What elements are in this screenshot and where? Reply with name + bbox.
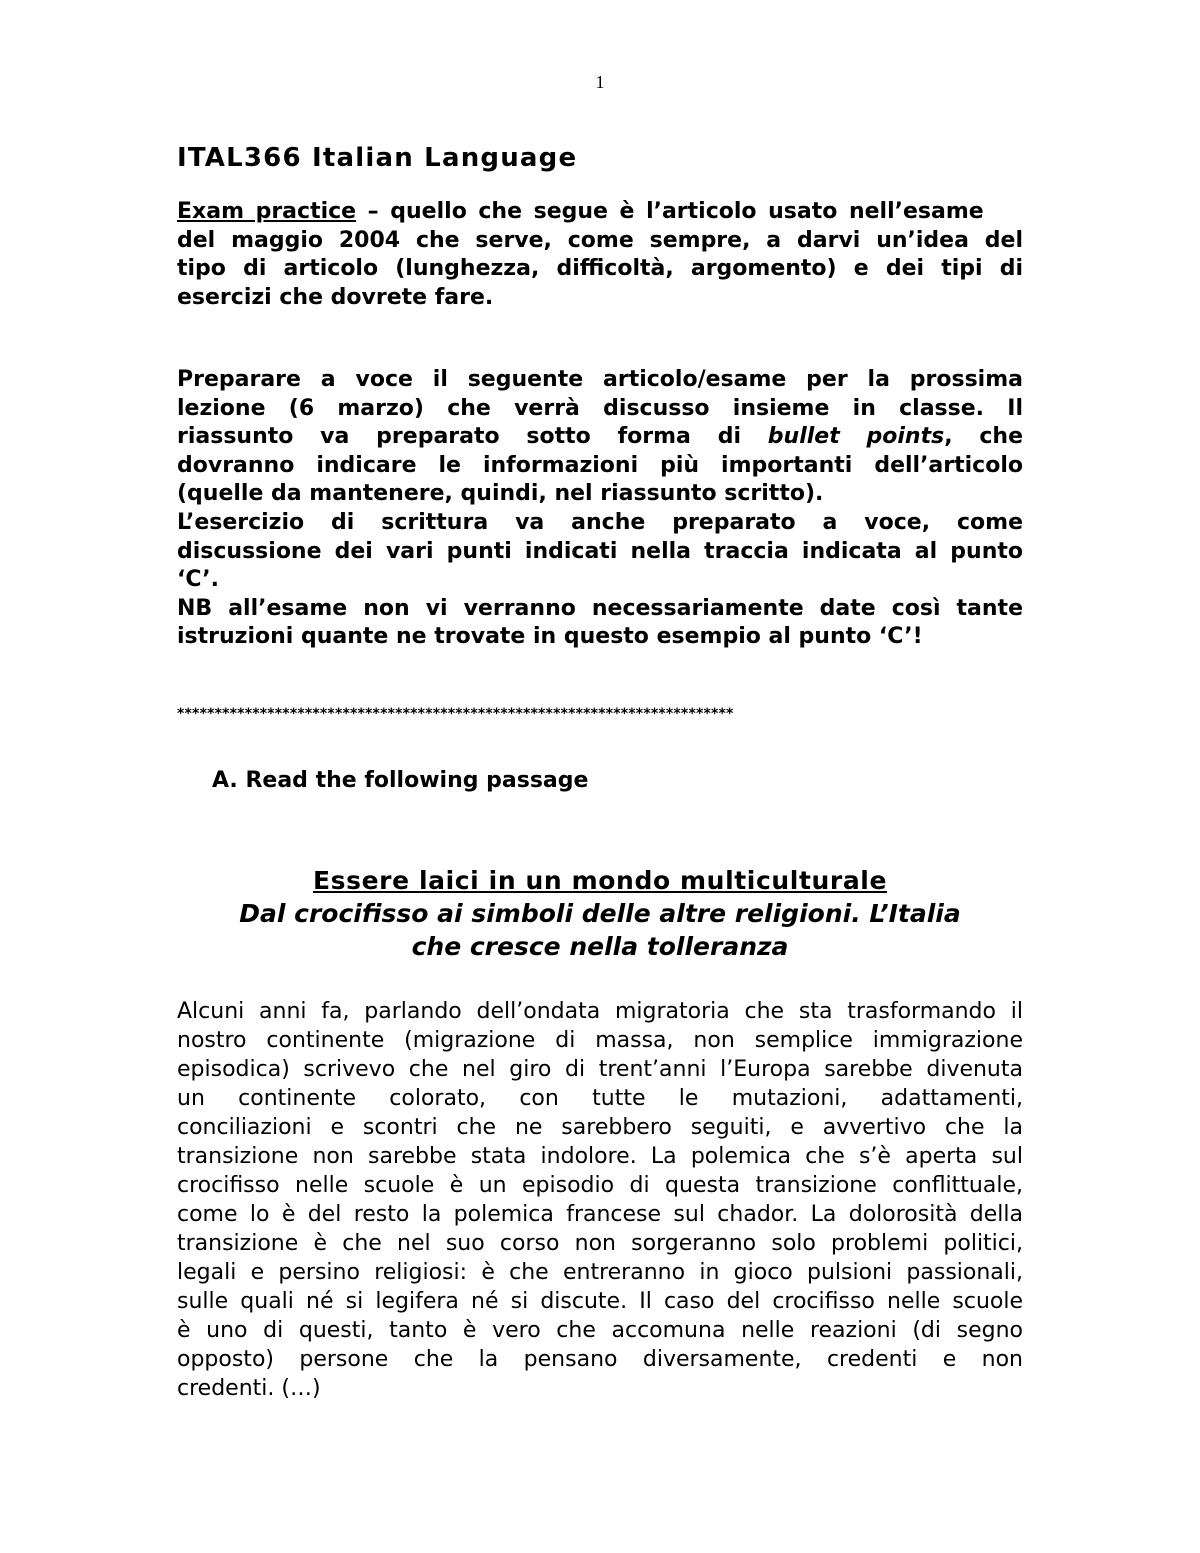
instructions-line-3-before: riassunto va preparato sotto forma di bbox=[177, 424, 768, 450]
intro-line-1-rest: – quello che segue è l’articolo usato nell’esame bbox=[356, 199, 984, 224]
instructions-line-6: L’esercizio di scrittura va anche preparato a voce, come bbox=[177, 509, 1023, 535]
instructions-line-5: (quelle da mantenere, quindi, nel riassunto scritto). bbox=[177, 481, 824, 507]
article-body-line: sulle quali né si legifera né si discute. Il caso del crocifisso nelle scuole bbox=[177, 1289, 1023, 1314]
article-body-line: Alcuni anni fa, parlando dell’ondata migratoria che sta trasformando il bbox=[177, 999, 1023, 1024]
instructions-line-7: discussione dei vari punti indicati nella traccia indicata al punto bbox=[177, 538, 1023, 564]
page-number: 1 bbox=[595, 72, 605, 92]
instructions-line-9: NB all’esame non vi verranno necessariamente date così tante bbox=[177, 595, 1023, 621]
bullet-points-term: bullet points bbox=[767, 424, 945, 450]
intro-line-4: esercizi che dovrete fare. bbox=[177, 284, 494, 310]
intro-line-1 bbox=[177, 198, 1023, 227]
article-body-line: episodica) scrivevo che nel giro di trent’anni l’Europa sarebbe divenuta bbox=[177, 1057, 1023, 1082]
article-body-line: legali e persino religiosi: è che entreranno in gioco pulsioni passionali, bbox=[177, 1260, 1023, 1285]
instructions-line-4: dovranno indicare le informazioni più importanti dell’articolo bbox=[177, 452, 1023, 478]
course-title: ITAL366 Italian Language bbox=[177, 143, 578, 173]
intro-paragraph bbox=[177, 198, 1023, 312]
instructions-line-10: istruzioni quante ne trovate in questo esempio al punto ‘C’! bbox=[177, 624, 923, 650]
article-header bbox=[177, 864, 1023, 963]
article-body-line: nostro continente (migrazione di massa, non semplice immigrazione bbox=[177, 1028, 1023, 1053]
instructions-line-3 bbox=[177, 423, 1023, 452]
exam-practice-label: Exam practice bbox=[177, 199, 357, 224]
article-body-line: è uno di questi, tanto è vero che accomuna nelle reazioni (di segno bbox=[177, 1318, 1023, 1343]
article-body-line: opposto) persone che la pensano diversamente, credenti e non bbox=[177, 1347, 1023, 1372]
instructions-line-8: ‘C’. bbox=[177, 567, 220, 593]
article-subtitle-line-2: che cresce nella tolleranza bbox=[411, 932, 789, 961]
article-body-line: credenti. (…) bbox=[177, 1376, 321, 1401]
article-body-line: transizione non sarebbe stata indolore. La polemica che s’è aperta sul bbox=[177, 1144, 1023, 1169]
section-a-heading: A. Read the following passage bbox=[212, 768, 589, 793]
article-body-line: transizione è che nel suo corso non sorgeranno solo problemi politici, bbox=[177, 1231, 1023, 1256]
article-body bbox=[177, 997, 1023, 1403]
article-body-line: conciliazioni e scontri che ne sarebbero seguiti, e avvertivo che la bbox=[177, 1115, 1023, 1140]
intro-line-1-text bbox=[177, 199, 984, 224]
asterisk-separator: ************************************************************************** bbox=[177, 706, 734, 722]
article-subtitle-line-1: Dal crocifisso ai simboli delle altre religioni. L’Italia bbox=[239, 899, 961, 928]
instructions-paragraph bbox=[177, 366, 1023, 652]
article-body-line: crocifisso nelle scuole è un episodio di questa transizione conflittuale, bbox=[177, 1173, 1023, 1198]
article-title: Essere laici in un mondo multiculturale bbox=[312, 866, 888, 895]
article-body-line: un continente colorato, con tutte le mutazioni, adattamenti, bbox=[177, 1086, 1023, 1111]
intro-line-2: del maggio 2004 che serve, come sempre, a darvi un’idea del bbox=[177, 227, 1023, 253]
instructions-line-2: lezione (6 marzo) che verrà discusso insieme in classe. Il bbox=[177, 395, 1023, 421]
instructions-line-3-after: , che bbox=[944, 424, 1024, 450]
intro-line-3: tipo di articolo (lunghezza, difficoltà, argomento) e dei tipi di bbox=[177, 256, 1023, 282]
instructions-line-1: Preparare a voce il seguente articolo/esame per la prossima bbox=[177, 367, 1023, 392]
article-body-line: come lo è del resto la polemica francese sul chador. La dolorosità della bbox=[177, 1202, 1023, 1227]
